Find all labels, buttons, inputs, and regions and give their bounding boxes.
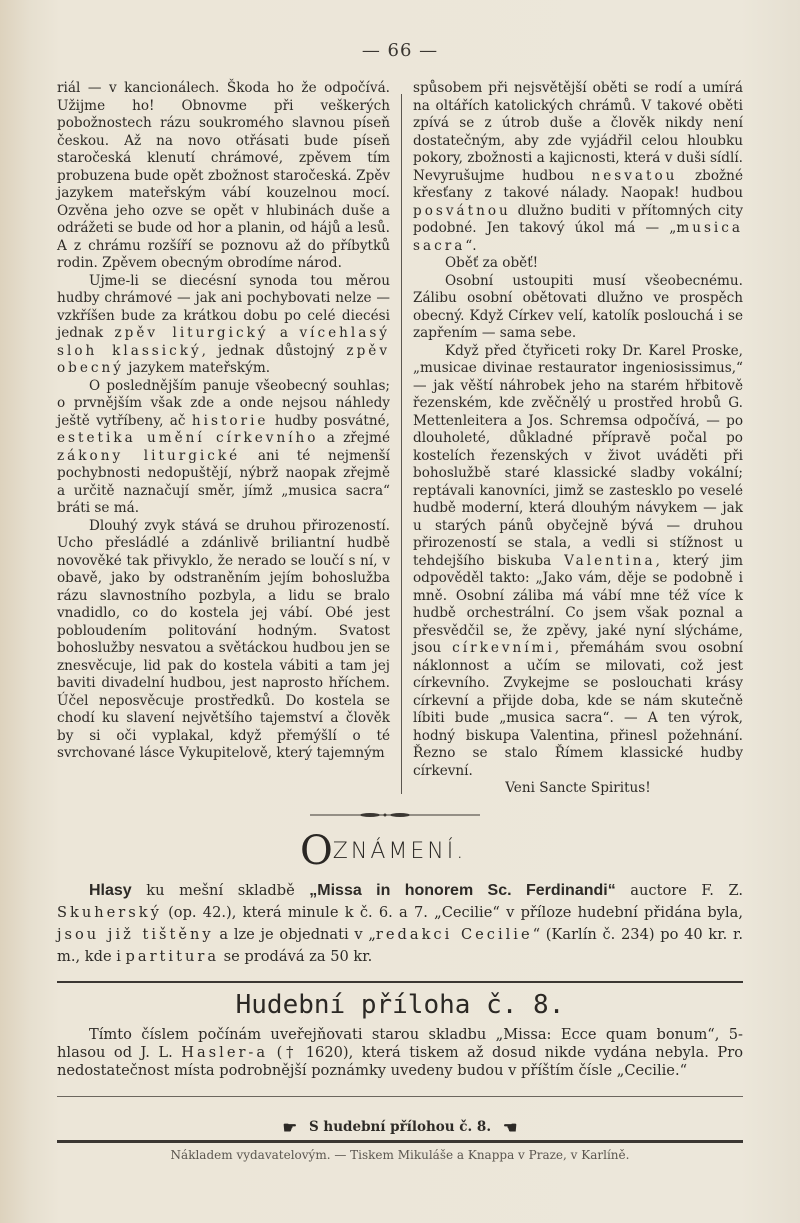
emphasized-text: církevními [452, 640, 555, 656]
right-column [413, 80, 743, 798]
text-run: “ (Karlín č. 234) po 40 kr. r. m., kde i [57, 926, 743, 965]
emphasized-text: Hasler-a [181, 1044, 269, 1061]
paragraph [413, 273, 743, 343]
paragraph [413, 80, 743, 255]
footer-rule [57, 1096, 743, 1097]
emphasized-text: vícehlasý sloh klassický [57, 325, 390, 359]
text-run: spůsobem při nejsvětější oběti se rodí a umírá na oltářích katolických chrámů. V takové oběti zpívá se z útrob duše a člověk nikdy není dostatečným, aby zde vyjádřil celou hloubku pokory, zbožnosti a kajicnosti, která v duši sídlí. Nevyrušujme hudbou [413, 80, 743, 184]
paragraph [57, 273, 390, 378]
emphasized-text: musica sacra [413, 220, 743, 254]
emphasized-text: nesvatou [591, 167, 678, 184]
ornament-divider [310, 812, 480, 818]
pointing-hand-left-icon: ☚ [503, 1118, 518, 1137]
announcement-paragraph [57, 880, 743, 968]
imprint-rule [57, 1140, 743, 1143]
text-run: jazykem mateřským. [123, 360, 271, 376]
emphasized-text: posvátnou [413, 202, 511, 219]
column-divider [401, 94, 402, 794]
text-run: († 1620), která tiskem až dosud nikde vydána nebyla. Pro nedostatečnost místa podrobnější poznámky uvedeny budou v příštím čísle „Cecilie.“ [57, 1044, 743, 1079]
text-run: dlužno buditi v přítomných city podobné. Jen takový úkol má — „ [413, 202, 743, 236]
announcement-title-initial: O [300, 828, 333, 874]
paragraph [413, 255, 743, 273]
text-run: a zřejmé [318, 430, 390, 446]
text-run: Veni Sancte Spiritus! [505, 780, 651, 796]
footer-note [0, 1118, 800, 1137]
text-run: Když před čtyřiceti roky Dr. Karel Proske, „musicae divinae restaurator ingeniosissimus,“ — jak věští náhrobek jeho na starém hřbitově řezenském, kde zvěčnělý u prostřed hrobů G. Mettenleitera a Jos. Schremsa odpočívá, — po dlouholeté, důkladné přípravě počal po kostelích řezenských v život uváděti při bohoslužbě staré klassické sladby vokální; reptávali kanovníci, jimž se zastesklo po veselé hudbě moderní, která dlouhým návykem — jak u starých pánů obyčejně bývá — druhou přirozeností se stala, a vedli si stížnost u tehdejšího biskuba [413, 342, 743, 569]
emphasized-text: partitura [125, 948, 220, 965]
supplement-body [57, 1026, 743, 1080]
supplement-title: Hudební příloha č. 8. [235, 990, 565, 1020]
text-run: ani té nejmenší pochybnosti nedopuštějí, nýbrž naopak zřejmě a určitě naznačují směr, jímž „musica sacra“ bráti se má. [57, 447, 390, 516]
text-run: hudby posvátné, [268, 412, 390, 429]
emphasized-text: Valentina [564, 552, 656, 569]
text-run: ku mešní skladbě [131, 882, 310, 899]
paragraph [413, 343, 743, 781]
emphasized-text: historie [191, 412, 269, 429]
paragraph [413, 780, 743, 798]
emphasized-text: zpěv obecný [57, 342, 391, 376]
text-run: “. [465, 237, 477, 254]
emphasized-text: estetika umění církevního [57, 430, 319, 446]
paragraph [57, 518, 390, 763]
text-run: a lze je objednati v „ [213, 926, 376, 943]
text-run: Oběť za oběť! [445, 255, 539, 271]
announcement-title-rest: ZNÁMENÍ. [332, 839, 467, 864]
text-run: (op. 42.), která minule k č. 6. a 7. „Cecilie“ v příloze hudební přidána byla, [161, 904, 743, 921]
emphasized-text: jsou již tištěny [57, 926, 214, 943]
paragraph [57, 378, 390, 518]
text-run: Ujme-li se diecésní synoda tou měrou hudby chrámové — jak ani pochybovati nelze — vzkříšen bude za krátkou dobu po celé diecési jednak [57, 272, 390, 341]
footer-note-text: S hudební přílohou č. 8. [308, 1119, 492, 1135]
text-run: Osobní ustoupiti musí všeobecnému. Zálibu osobní obětovati dlužno ve prospěch obecný. Když Církev velí, katolík poslouchá i se zapřením — sama sebe. [413, 272, 743, 341]
emphasized-text: zákony liturgické [57, 447, 241, 464]
imprint: Nákladem vydavatelovým. — Tiskem Mikuláše a Knappa v Praze, v Karlíně. [170, 1148, 630, 1162]
text-run: zbožné křesťany z takové nálady. Naopak! hudbou [413, 167, 743, 201]
text-run: se prodává za 50 kr. [219, 948, 373, 965]
text-run: Tímto číslem počínám uveřejňovati starou skladbu „Missa: Ecce quam bonum“, 5-hlasou od J. L. [57, 1026, 743, 1061]
bold-text: „Missa in honorem Sc. Ferdinandi“ [309, 882, 616, 899]
section-rule [57, 981, 743, 983]
announcement-body [57, 880, 743, 968]
paragraph: riál — v kancionálech. Škoda ho že odpočívá. Užijme ho! Obnovme při veškerých pobožnostech rázu soukromého slavnou píseň českou. Až na novo otřásati bude píseň staročeská klenutí chrámové, zpěvem tím probuzena bude opět zbožnost staročeská. Zpěv jazykem mateřským vábí kouzelnou mocí. Ozvěna jeho ozve se opět v hlubinách duše a odrážeti se bude od hor a planin, od hájů a lesů. A z chrámu rozšíří se poznovu až do příbytků rodin. Zpěvem obecným obrodíme národ. [57, 80, 390, 271]
text-run: , jednak důstojný [201, 342, 347, 359]
text-run: a [268, 325, 300, 341]
pointing-hand-right-icon: ☛ [282, 1118, 297, 1137]
text-run: Dlouhý zvyk stává se druhou přirozeností. Ucho přesládlé a zdánlivě briliantní hudbě novověké tak přivyklo, že nerado se loučí s ní, v obavě, jako by odstraněním jejím bohoslužba rázu slavnostního pozbyla, a lidu se bralo vnadidlo, co do kostela jej vábí. Obé jest pobloudením politování hodným. Svatost bohoslužby nesvatou a světáckou hudbou jen se znesvěcuje, lid pak do kostela vábiti a tam jej baviti divadelní hudbou, jest naprosto hříchem. Účel neposvěcuje prostředků. Do kostela se chodí ku slavení největšího tajemství a člověk by si oči vyplakal, když přemýšlí o té svrchované lásce Vykupitelově, který tajemným [57, 517, 390, 761]
emphasized-text: zpěv liturgický [114, 325, 269, 341]
emphasized-text: Skuherský [57, 904, 162, 921]
text-run: , přemáhám svou osobní náklonnost a učím se milovati, což jest církevního. Zvykejme se poslouchati krásy církevní a přijde doba, kde se nám skutečně líbiti bude „musica sacra“. — A ten výrok, hodný biskupa Valentina, přinesl požehnání. Řezno se stalo Římem klassické hudby církevní. [413, 640, 743, 779]
bold-text: Hlasy [89, 882, 132, 899]
text-run: , který jim odpověděl takto: „Jako vám, děje se podobně i mně. Osobní záliba má vábí mne též více k hudbě orchestrální. Co jsem však poznal a přesvědčil se, že zpěvy, jaké nyní slýcháme, jsou [413, 552, 744, 656]
emphasized-text: redakci Cecilie [375, 926, 533, 943]
text-run: O poslednějším panuje všeobecný souhlas; o prvnějším však zde a onde nejsou náhledy ještě vytříbeny, ač [57, 377, 390, 429]
text-run: auctore F. Z. [615, 882, 743, 899]
left-column [57, 80, 390, 763]
announcement-title [300, 828, 500, 874]
page-number: — 66 — [361, 40, 439, 61]
supplement-paragraph [57, 1026, 743, 1080]
